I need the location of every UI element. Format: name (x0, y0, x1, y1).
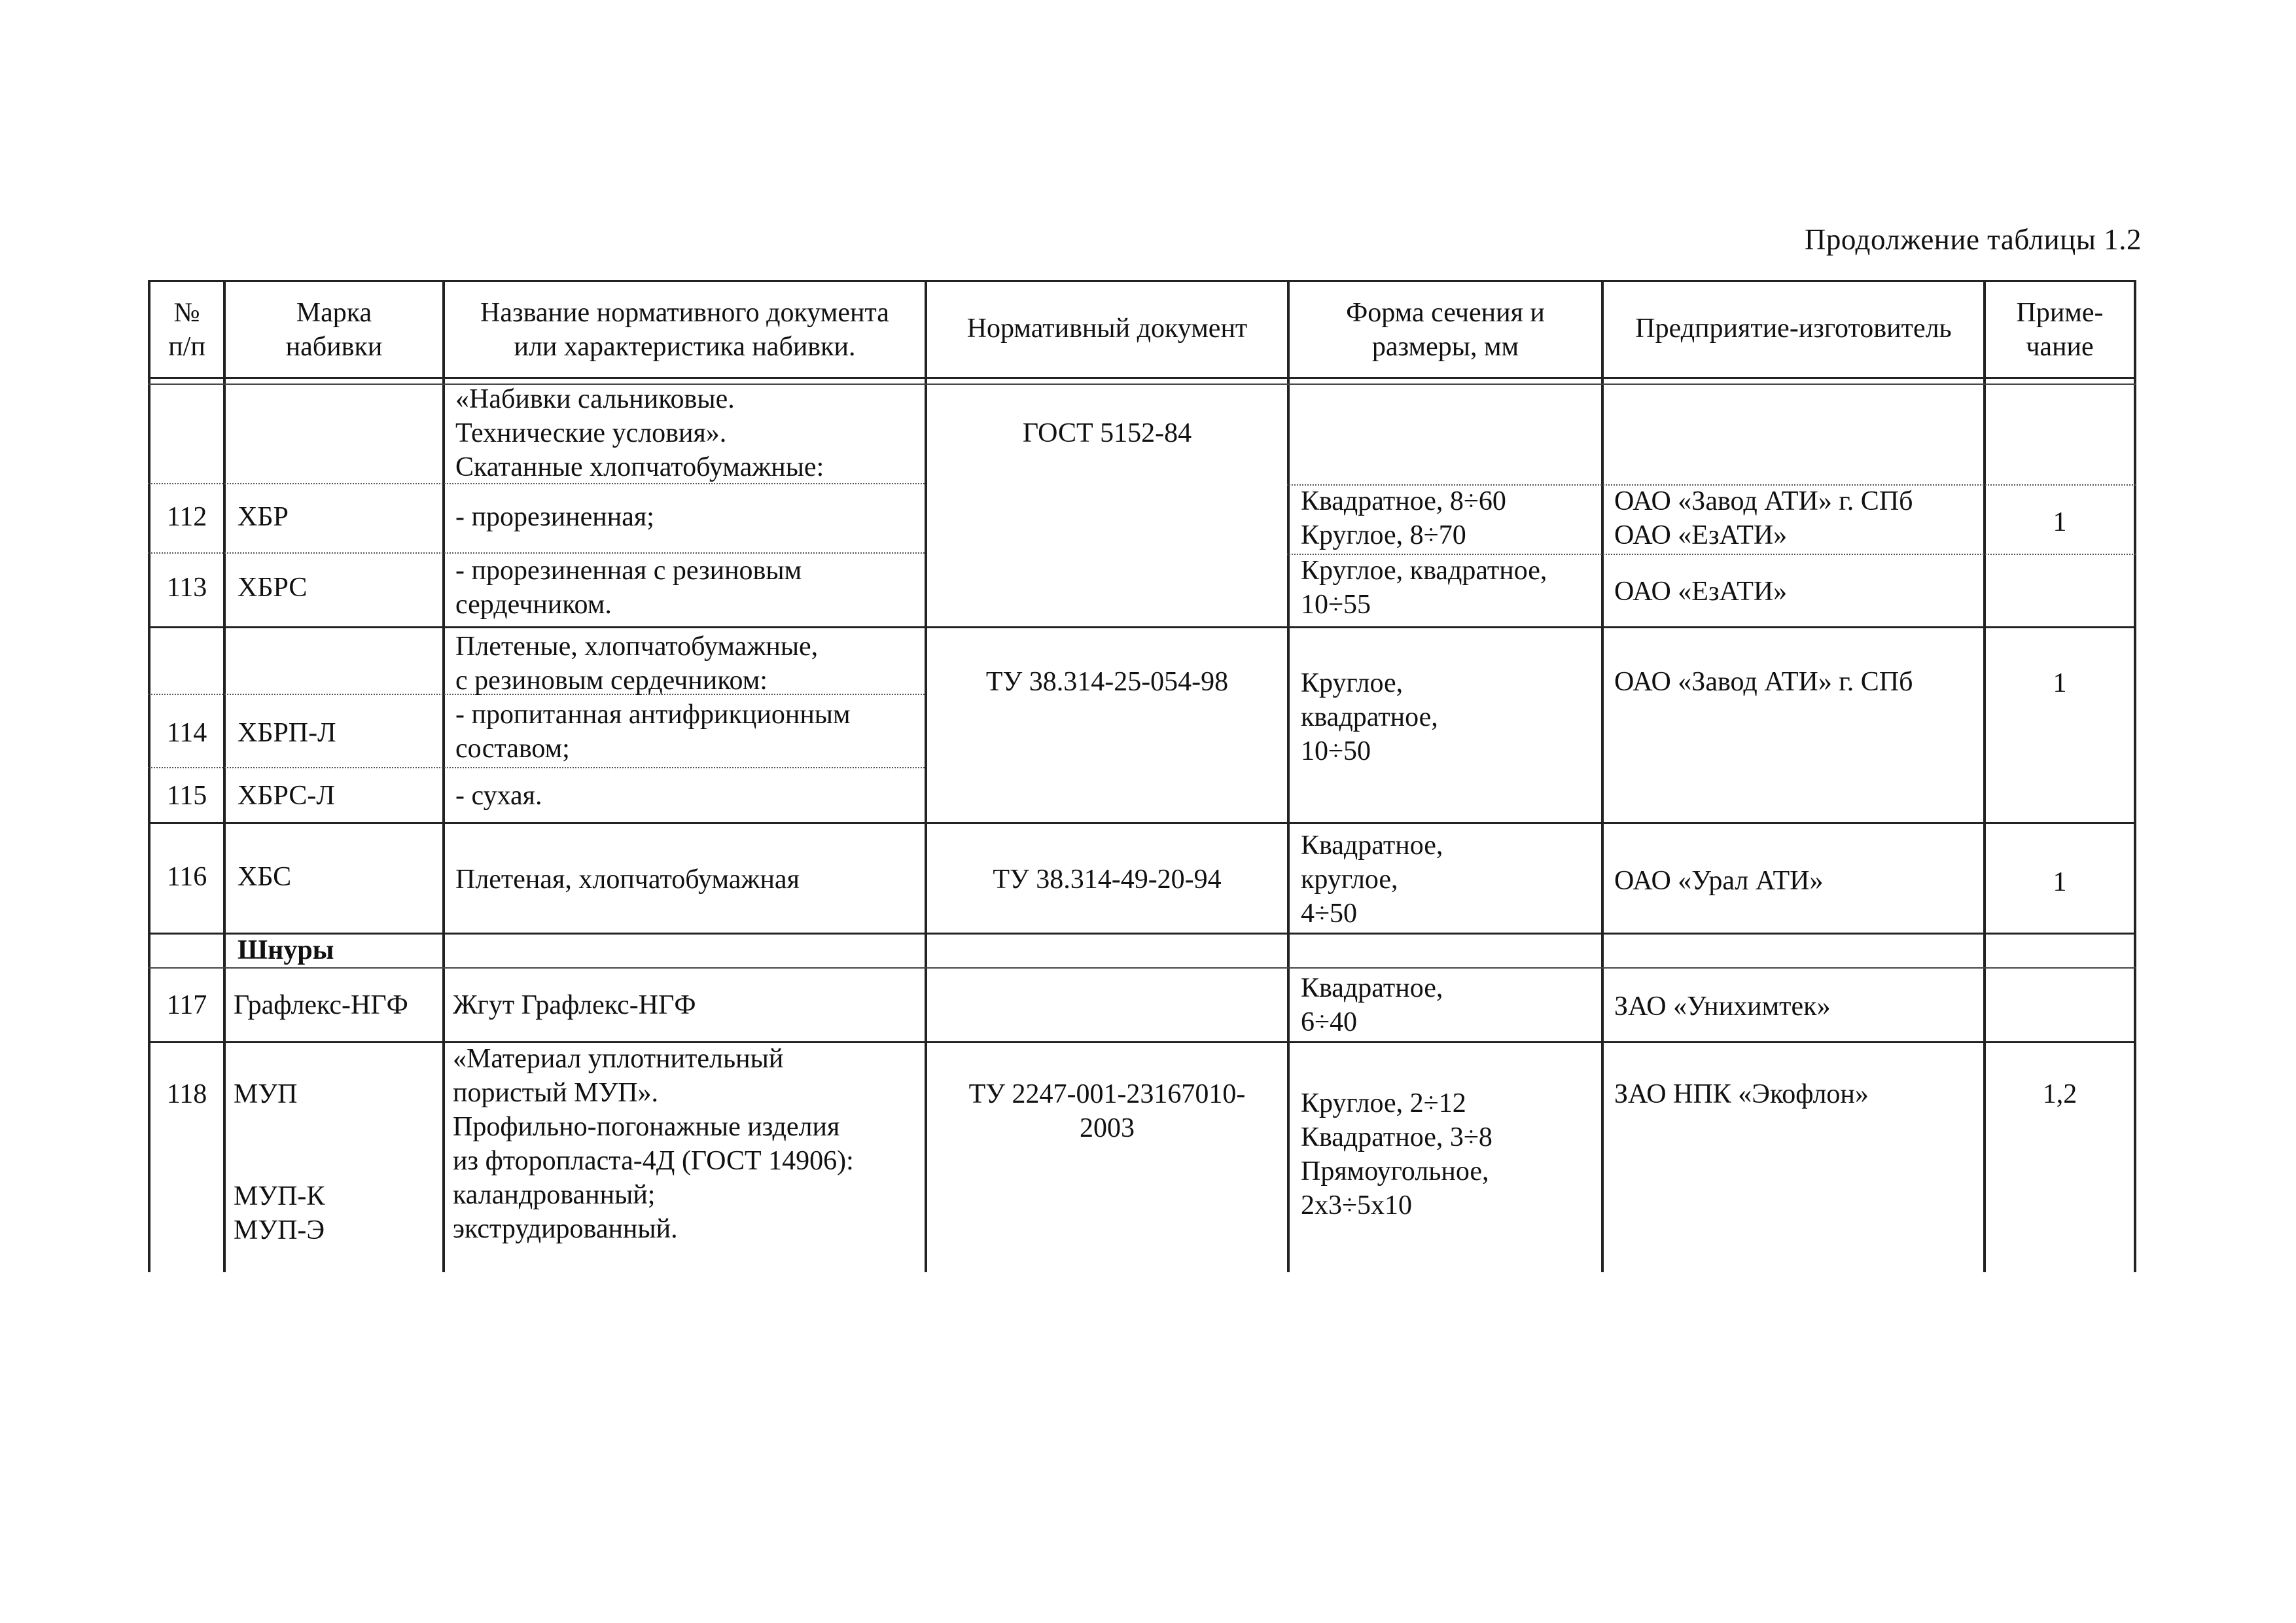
normative-doc: ГОСТ 5152-84 (1022, 418, 1192, 448)
packing-mark-variants: МУП-К МУП-Э (234, 1181, 325, 1245)
row-number: 113 (166, 573, 207, 603)
grid-line (223, 280, 226, 1272)
manufacturer: ЗАО НПК «Экофлон» (1614, 1079, 1869, 1109)
section-form: Круглое, квадратное, 10÷50 (1301, 668, 1438, 766)
section-form: Круглое, квадратное, 10÷55 (1301, 556, 1547, 620)
grid-line (442, 280, 445, 1272)
packing-mark: ХБРС-Л (238, 781, 335, 811)
grid-line (148, 933, 2136, 935)
grid-line (148, 967, 2136, 969)
packing-description: «Материал уплотнительный пористый МУП». Профильно-погонажные изделия из фторопласта-4Д (ГОСТ 14906): каландрованный; экструдированный. (453, 1044, 854, 1244)
section-form: Квадратное, круглое, 4÷50 (1301, 830, 1443, 929)
table-caption: Продолжение таблицы 1.2 (1804, 223, 2142, 256)
packing-mark: ХБС (238, 862, 292, 892)
packing-description: - сухая. (455, 781, 542, 811)
packing-mark: Графлекс-НГФ (234, 990, 408, 1020)
grid-line (148, 822, 2136, 824)
header-doc-name: Название нормативного документа или характеристика набивки. (480, 298, 889, 362)
header-manufacturer: Предприятие-изготовитель (1635, 313, 1952, 344)
grid-line (148, 383, 2136, 385)
row-number: 117 (166, 990, 207, 1020)
manufacturer: ОАО «Урал АТИ» (1614, 866, 1824, 896)
row-number: 116 (166, 862, 207, 892)
manufacturer: ЗАО «Унихимтек» (1614, 991, 1831, 1022)
header-section-form: Форма сечения и размеры, мм (1346, 298, 1545, 362)
section-form: Квадратное, 6÷40 (1301, 973, 1443, 1037)
section-heading: Шнуры (238, 935, 334, 965)
packing-description: - пропитанная антифрикционным составом; (455, 700, 851, 764)
row-number: 112 (166, 502, 207, 532)
normative-doc: ТУ 38.314-49-20-94 (993, 865, 1222, 895)
packing-mark: ХБРС (238, 573, 308, 603)
note: 1 (2053, 668, 2067, 698)
group-description: «Набивки сальниковые. Технические условия». Скатанные хлопчатобумажные: (455, 384, 824, 482)
group-description: Плетеные, хлопчатобумажные, с резиновым сердечником: (455, 632, 819, 696)
grid-line (148, 1041, 2136, 1043)
section-form: Квадратное, 8÷60 Круглое, 8÷70 (1301, 486, 1506, 550)
note: 1,2 (2042, 1079, 2077, 1109)
packing-mark: МУП (234, 1079, 298, 1109)
note: 1 (2053, 507, 2067, 537)
row-number: 115 (166, 781, 207, 811)
manufacturer: ОАО «Завод АТИ» г. СПб ОАО «ЕзАТИ» (1614, 486, 1913, 550)
grid-line (148, 377, 2136, 379)
grid-line (1983, 280, 1986, 1272)
grid-line (148, 280, 2136, 282)
note: 1 (2053, 867, 2067, 897)
normative-doc: ТУ 2247-001-23167010- 2003 (968, 1079, 1246, 1143)
grid-line (1601, 280, 1604, 1272)
normative-doc: ТУ 38.314-25-054-98 (985, 667, 1229, 697)
header-mark: Марка набивки (285, 298, 383, 362)
header-note: Приме- чание (2016, 298, 2104, 362)
row-number: 118 (166, 1079, 207, 1109)
section-form: Круглое, 2÷12 Квадратное, 3÷8 Прямоугольное, 2х3÷5х10 (1301, 1088, 1492, 1221)
packing-mark: ХБРП-Л (238, 718, 336, 748)
packing-description: - прорезиненная; (455, 502, 654, 532)
packing-description: - прорезиненная с резиновым сердечником. (455, 556, 802, 620)
header-num: № п/п (168, 298, 205, 362)
packing-mark: ХБР (238, 502, 289, 532)
grid-line (148, 626, 2136, 628)
manufacturer: ОАО «Завод АТИ» г. СПб (1614, 667, 1913, 697)
grid-line (2134, 280, 2136, 1272)
packing-description: Плетеная, хлопчатобумажная (455, 865, 800, 895)
row-number: 114 (166, 718, 207, 748)
packing-description: Жгут Графлекс-НГФ (453, 990, 696, 1020)
grid-line (1287, 280, 1290, 1272)
grid-line (148, 280, 150, 1272)
header-normative-doc: Нормативный документ (966, 313, 1248, 344)
grid-line (148, 767, 925, 768)
manufacturer: ОАО «ЕзАТИ» (1614, 577, 1788, 607)
